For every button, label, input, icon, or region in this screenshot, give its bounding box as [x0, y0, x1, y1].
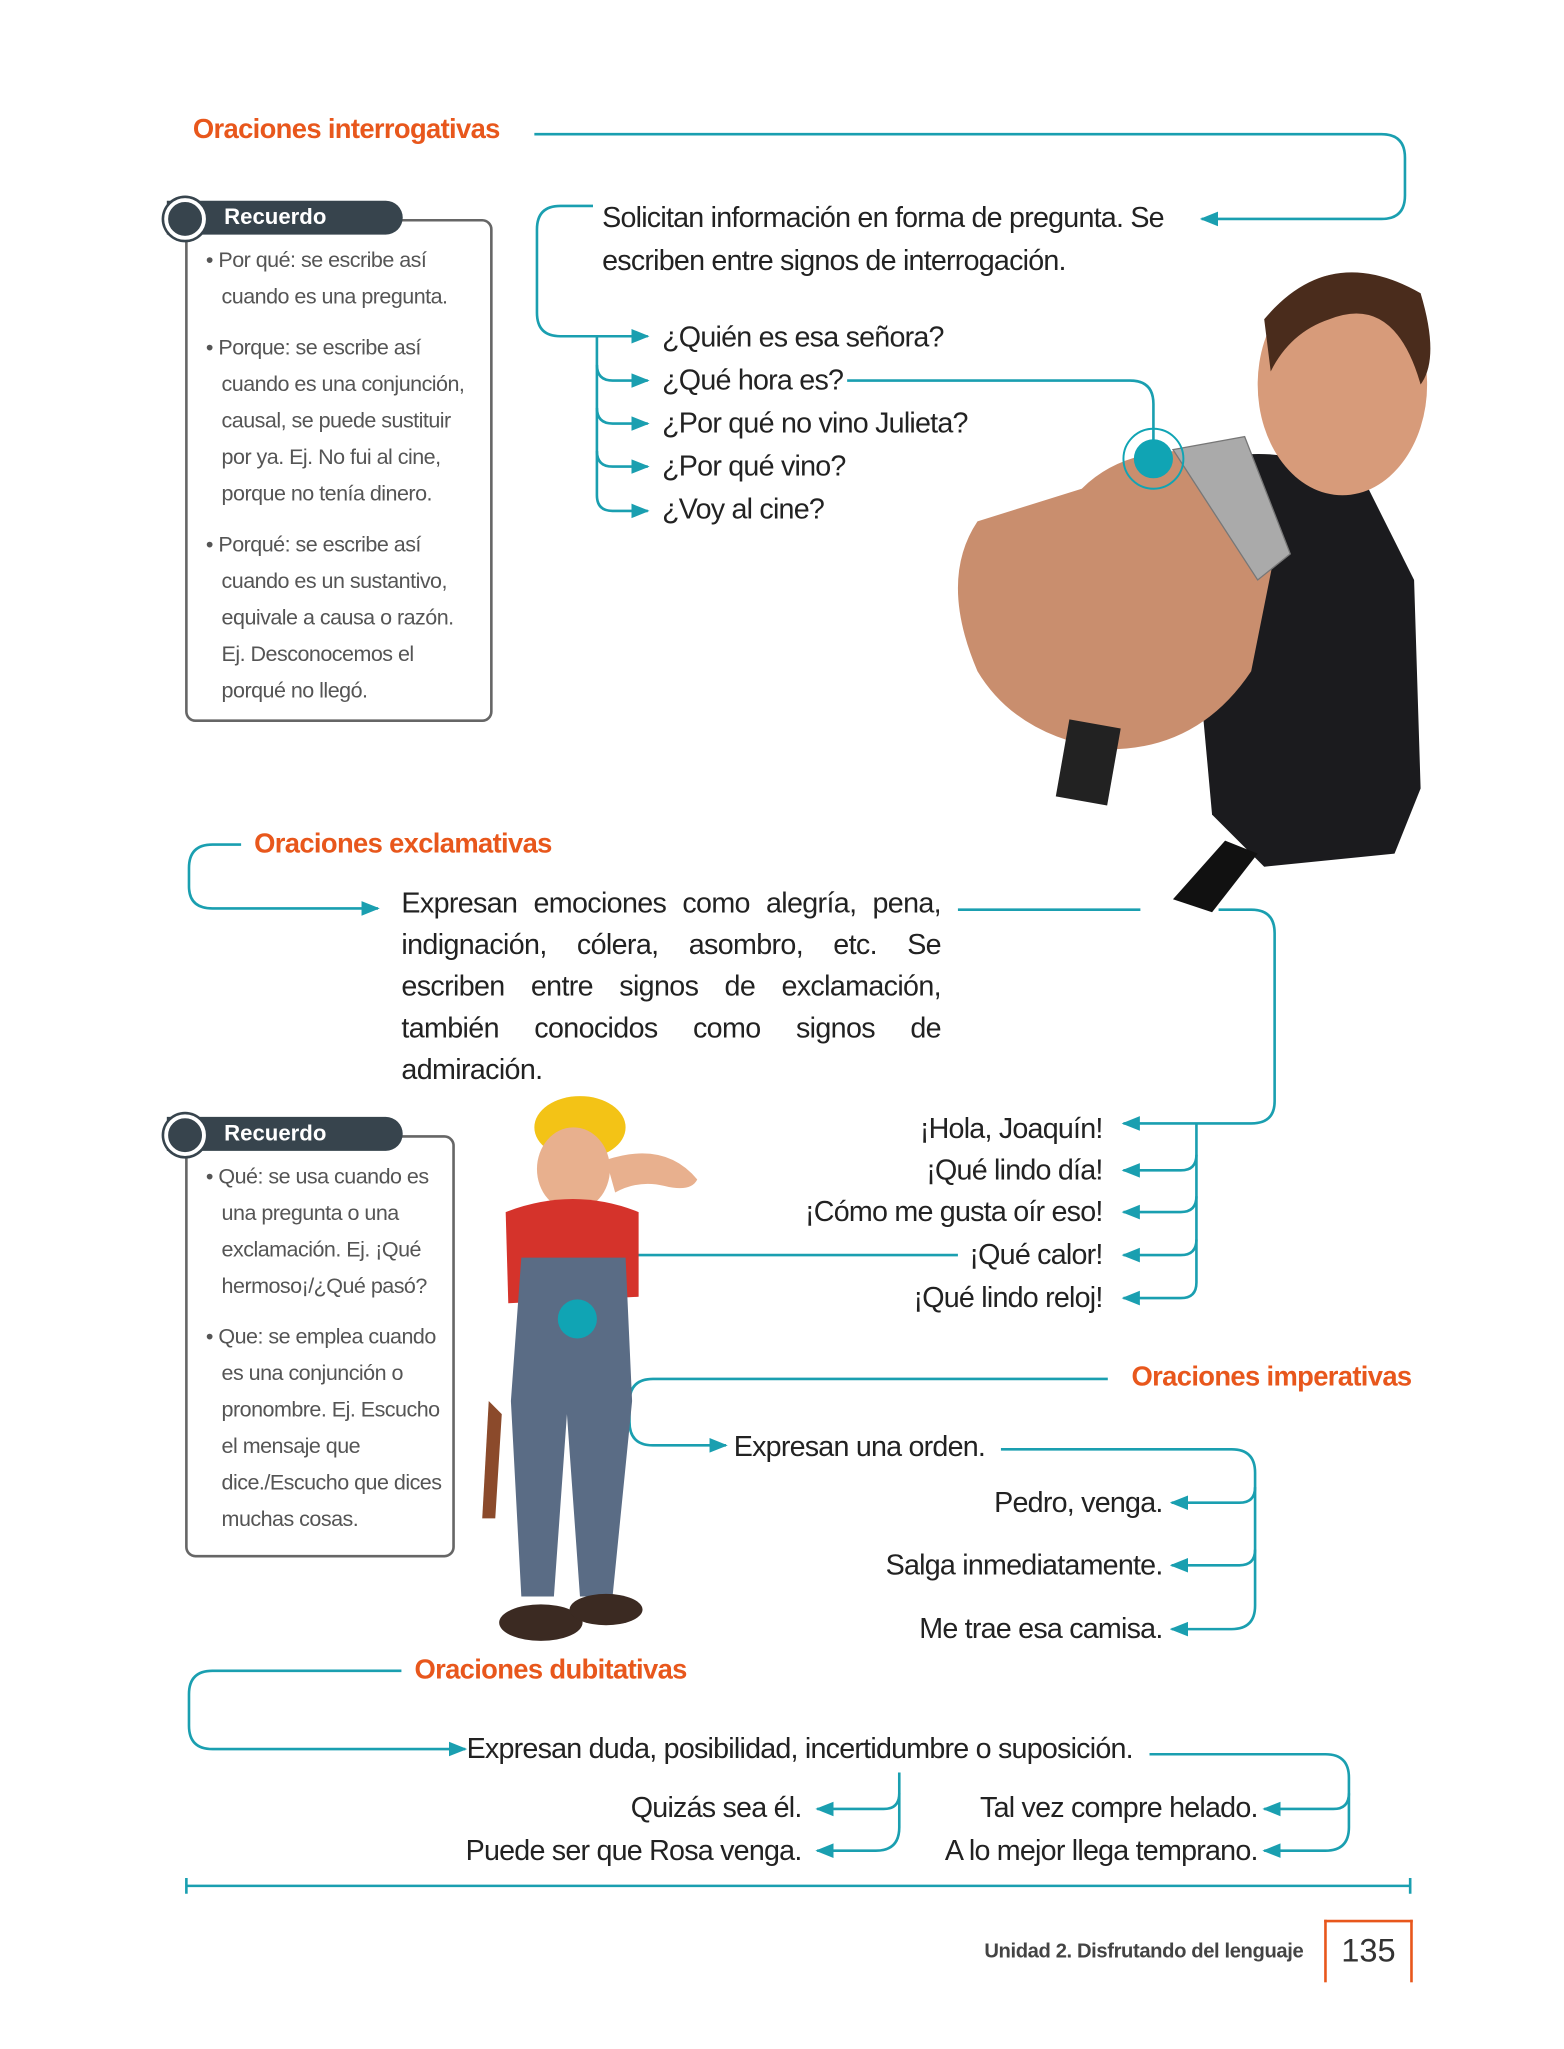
recuerdo-item: • Qué: se usa cuando es una pregunta o una exclamación. Ej. ¡Qué hermoso¡/¿Qué pasó? [198, 1159, 442, 1305]
recuerdo-header [167, 201, 403, 235]
dubitativa-example: A lo mejor llega temprano. [944, 1833, 1258, 1867]
interrogativa-example: ¿Por qué vino? [662, 449, 846, 483]
recuerdo-item: • Que: se emplea cuando es una conjunción o pronombre. Ej. Escucho el mensaje que dice./Escucho que dices muchas cosas. [198, 1319, 442, 1538]
boy-construction-worker-photo [469, 1088, 717, 1655]
circle-icon [164, 198, 206, 240]
page-number: 135 [1324, 1920, 1413, 1983]
recuerdo-header [167, 1117, 403, 1151]
imperativa-example: Pedro, venga. [994, 1485, 1163, 1519]
exclamativa-example: ¡Qué lindo reloj! [913, 1281, 1103, 1314]
recuerdo-item: • Por qué: se escribe así cuando es una pregunta. [198, 242, 480, 315]
recuerdo-box-porque [185, 219, 493, 722]
imperativa-example: Me trae esa camisa. [919, 1612, 1163, 1645]
footer-unit-title: Unidad 2. Disfrutando del lenguaje [984, 1940, 1304, 1963]
interrogativa-example: ¿Quién es esa señora? [662, 320, 944, 354]
exclamativa-example: ¡Hola, Joaquín! [919, 1111, 1103, 1145]
exclamativa-example: ¡Qué calor! [969, 1238, 1103, 1271]
recuerdo-label: Recuerdo [224, 1120, 327, 1146]
dubitativas-title: Oraciones dubitativas [414, 1655, 687, 1686]
exclamativas-definition: Expresan emociones como alegría, pena, indignación, cólera, asombro, etc. Se escriben entre signos de exclamación, también conocidos como signos de admiración. [401, 886, 941, 1086]
interrogativas-title: Oraciones interrogativas [192, 114, 500, 145]
interrogativa-example: ¿Por qué no vino Julieta? [662, 406, 968, 440]
imperativas-definition: Expresan una orden. [733, 1429, 986, 1463]
recuerdo-label: Recuerdo [224, 204, 327, 230]
bottom-rule [186, 1878, 1410, 1894]
interrogativas-definition-line-2: escriben entre signos de interrogación. [602, 243, 1066, 277]
exclamativas-title: Oraciones exclamativas [254, 828, 552, 859]
interrogativa-example: ¿Voy al cine? [662, 492, 825, 526]
interrogativa-example: ¿Qué hora es? [662, 363, 844, 397]
imperativas-title: Oraciones imperativas [1131, 1361, 1412, 1392]
recuerdo-item: • Porque: se escribe así cuando es una conjunción, causal, se puede sustituir por ya. Ej. No fui al cine, porque no tenía dinero. [198, 330, 480, 512]
recuerdo-box-que [185, 1135, 455, 1557]
exclamativa-example: ¡Qué lindo día! [926, 1153, 1103, 1187]
dubitativa-example: Quizás sea él. [630, 1790, 802, 1824]
interrogativas-definition-line-1: Solicitan información en forma de pregunta. Se [602, 200, 1164, 234]
exclamativa-example: ¡Cómo me gusta oír eso! [805, 1195, 1103, 1228]
dubitativa-example: Puede ser que Rosa venga. [465, 1833, 802, 1867]
dubitativas-definition: Expresan duda, posibilidad, incertidumbre o suposición. [466, 1732, 1133, 1765]
man-with-watch-photo [899, 241, 1446, 925]
dubitativa-example: Tal vez compre helado. [980, 1790, 1258, 1824]
recuerdo-item: • Porqué: se escribe así cuando es un sustantivo, equivale a causa o razón. Ej. Desconocemos el porqué no llegó. [198, 527, 480, 709]
circle-icon [164, 1114, 206, 1156]
imperativa-example: Salga inmediatamente. [885, 1548, 1163, 1581]
